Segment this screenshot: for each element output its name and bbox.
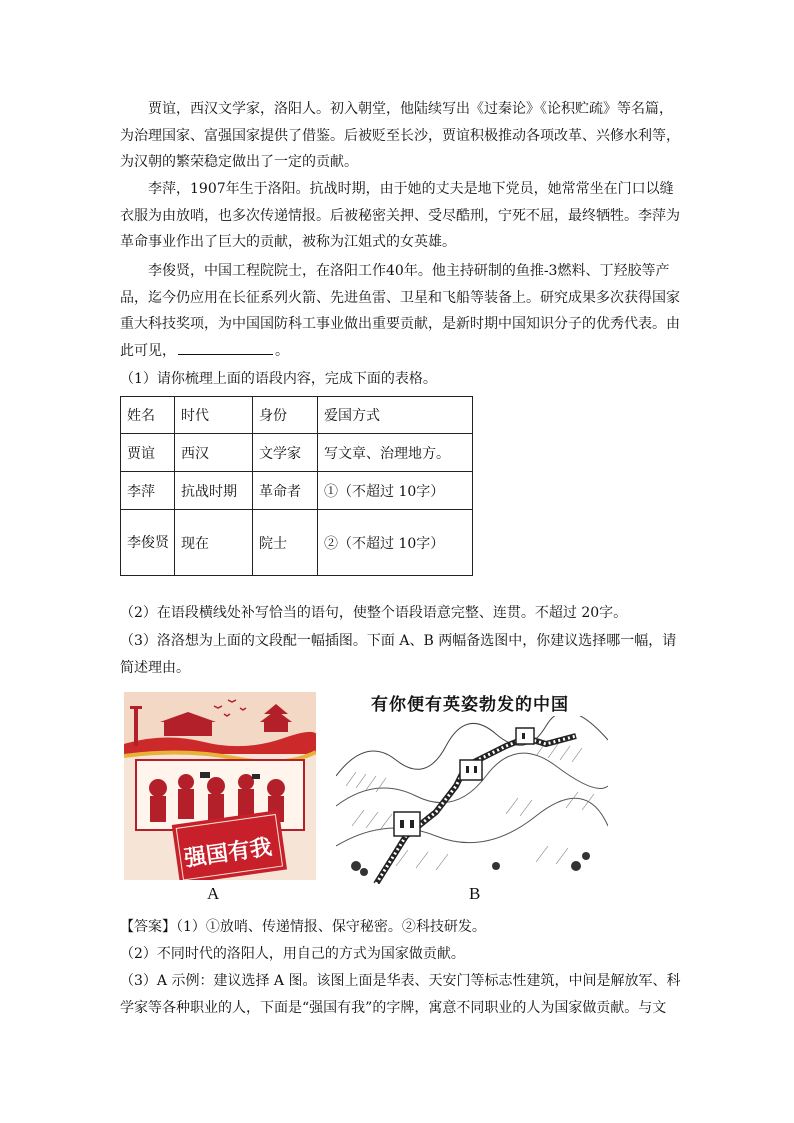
figure-a-poster (124, 692, 316, 880)
table-cell: 文学家 (253, 434, 318, 472)
stamp-text: 强国有我 (182, 834, 274, 872)
question-3: （3）洛洛想为上面的文段配一幅插图。下面 A、B 两幅备选图中，你建议选择哪一幅，请简述理由。 (120, 633, 677, 676)
question-1: （1）请你梳理上面的语段内容，完成下面的表格。 (120, 371, 437, 387)
table-cell: 院士 (253, 510, 318, 576)
table-header-cell: 爱国方式 (318, 397, 473, 434)
answer-blank-line (178, 340, 273, 355)
table-header-cell: 身份 (253, 397, 318, 434)
table-cell: 西汉 (175, 434, 253, 472)
table-header-cell: 时代 (175, 397, 253, 434)
figure-b-title: 有你便有英姿勃发的中国 (371, 695, 569, 715)
question-2: （2）在语段横线处补写恰当的语句，使整个语段语意完整、连贯。不超过 20字。 (120, 605, 628, 621)
answer-line-3: （3）A 示例：建议选择 A 图。该图上面是华表、天安门等标志性建筑，中间是解放军、科学家等各种职业的人，下面是“强国有我”的字牌，寓意不同职业的人为国家做贡献。与文 (120, 973, 681, 1016)
info-table (120, 396, 473, 576)
table-cell: 写文章、治理地方。 (318, 434, 473, 472)
answer-line-1: 【答案】（1）①放哨、传递情报、保守秘密。②科技研发。 (120, 919, 486, 935)
table-cell: 李俊贤 (121, 510, 175, 576)
great-wall-sketch (336, 716, 608, 884)
paragraph-li-junxian-text: 李俊贤，中国工程院院士，在洛阳工作40年。他主持研制的鱼推-3燃料、丁羟胶等产品，迄今仍应用在长征系列火箭、先进鱼雷、卫星和飞船等装备上。研究成果多次获得国家重大科技奖项，为中国国防科工事业做出重要贡献，是新时期中国知识分子的优秀代表。由此可见， (120, 263, 680, 359)
table-cell: ①（不超过 10字） (318, 472, 473, 510)
figure-b-great-wall (336, 716, 608, 884)
figure-b-caption: B (469, 884, 481, 903)
paragraph-end-mark: 。 (275, 342, 289, 359)
paragraph-li-junxian (120, 258, 680, 364)
table-header-cell: 姓名 (121, 397, 175, 434)
table-cell: 抗战时期 (175, 472, 253, 510)
table-row (121, 434, 473, 472)
table-cell: 李萍 (121, 472, 175, 510)
paragraph-li-ping: 李萍，1907年生于洛阳。抗战时期，由于她的丈夫是地下党员，她常常坐在门口以缝衣服为由放哨，也多次传递情报。后被秘密关押、受尽酷刑，宁死不屈，最终牺牲。李萍为革命事业作出了巨大的贡献，被称为江姐式的女英雄。 (120, 181, 680, 250)
table-cell: 现在 (175, 510, 253, 576)
figure-a-caption: A (207, 884, 220, 903)
table-cell: 贾谊 (121, 434, 175, 472)
table-row (121, 510, 473, 576)
table-cell: 革命者 (253, 472, 318, 510)
paragraph-jia-yi: 贾谊，西汉文学家，洛阳人。初入朝堂，他陆续写出《过秦论》《论积贮疏》等名篇，为治理国家、富强国家提供了借鉴。后被贬至长沙，贾谊积极推动各项改革、兴修水利等，为汉朝的繁荣稳定做出了一定的贡献。 (120, 101, 680, 170)
answer-line-2: （2）不同时代的洛阳人，用自己的方式为国家做贡献。 (120, 946, 465, 962)
table-header-row (121, 397, 473, 434)
table-cell: ②（不超过 10字） (318, 510, 473, 576)
poster-illustration (124, 692, 316, 880)
table-row (121, 472, 473, 510)
